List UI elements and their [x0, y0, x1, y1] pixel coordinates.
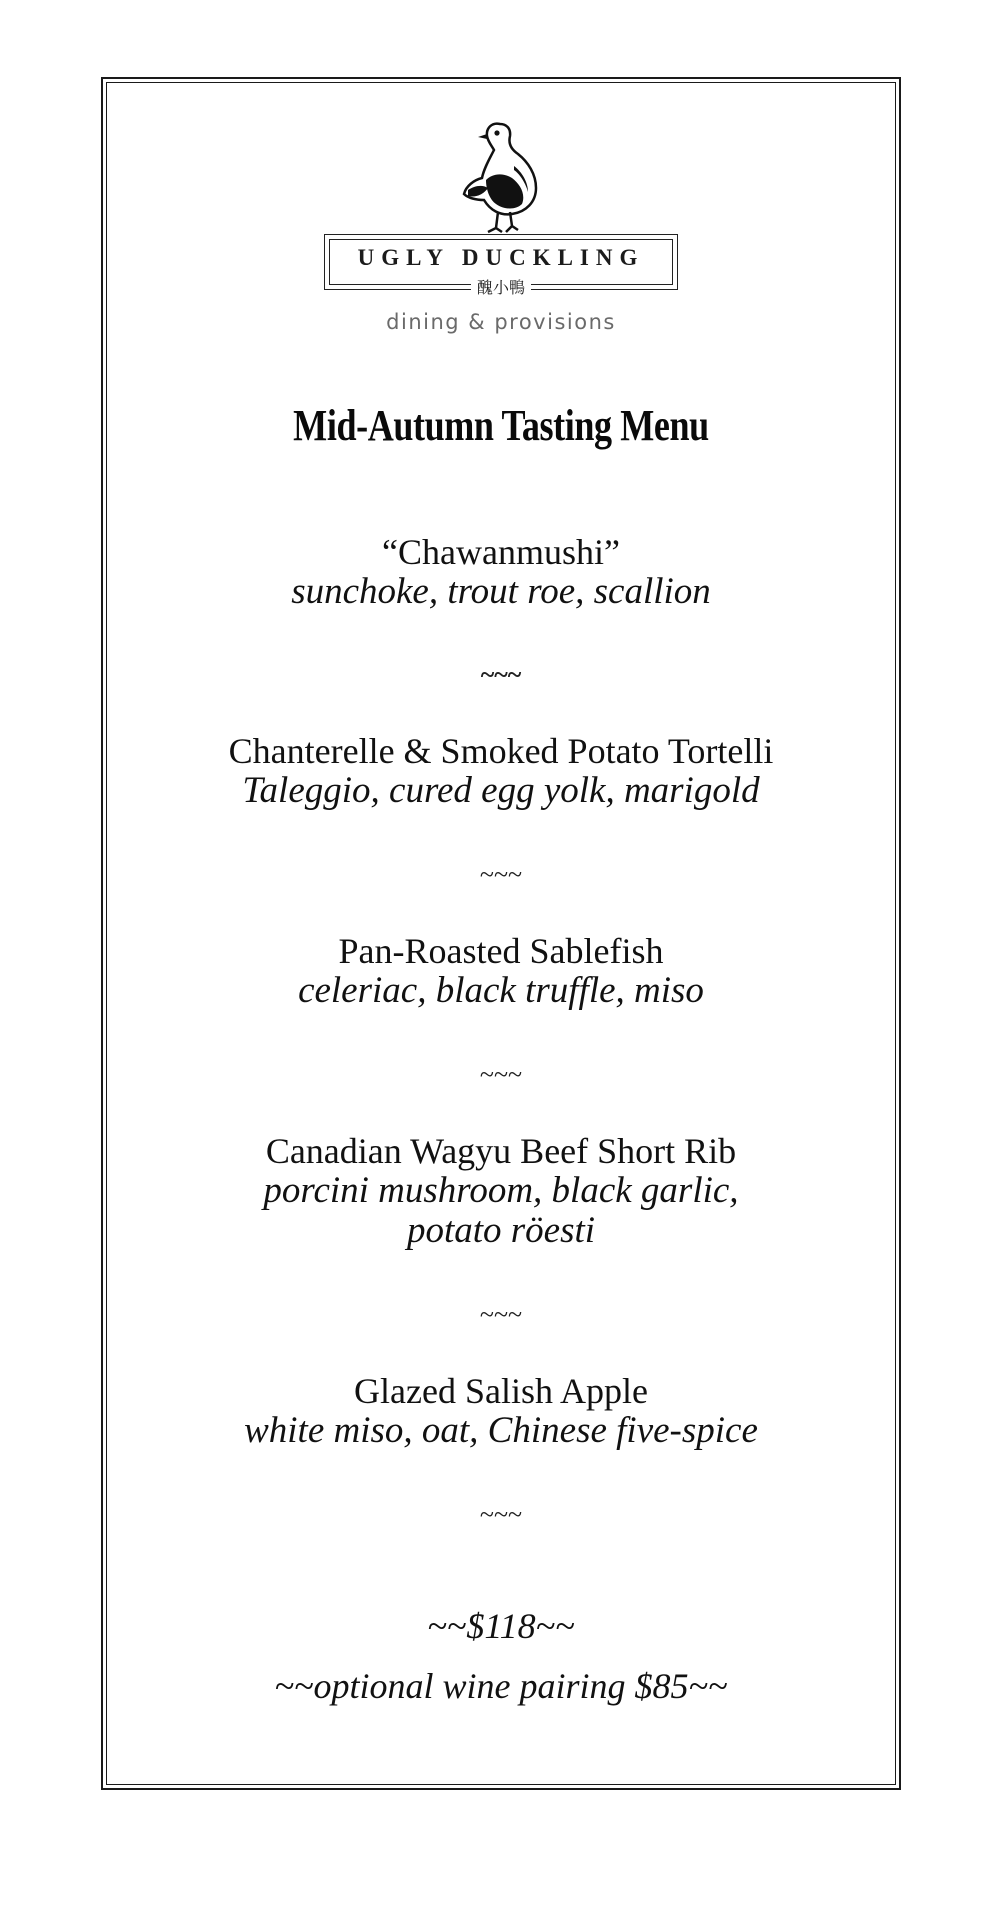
course-separator: ~~~	[479, 1060, 523, 1089]
dish-description: potato röesti	[406, 1210, 596, 1251]
duckling-icon	[456, 118, 546, 236]
dish-description: sunchoke, trout roe, scallion	[291, 571, 711, 612]
dish-name: “Chawanmushi”	[382, 532, 620, 572]
wine-pairing-price: ~~optional wine pairing $85~~	[274, 1666, 728, 1706]
menu-price: ~~$118~~	[427, 1606, 575, 1646]
restaurant-logo	[0, 118, 1002, 334]
course-separator: ~~~	[479, 1500, 523, 1529]
course-separator: ~~~	[479, 860, 523, 889]
dish-description: Taleggio, cured egg yolk, marigold	[242, 770, 760, 811]
course-item	[0, 1371, 1002, 1451]
brand-nameplate	[324, 234, 678, 297]
dish-description: celeriac, black truffle, miso	[298, 970, 704, 1011]
course-item	[0, 931, 1002, 1011]
dish-name: Pan-Roasted Sablefish	[338, 931, 664, 971]
course-separator: ~~~	[479, 1300, 523, 1329]
menu-title: Mid-Autumn Tasting Menu	[293, 401, 709, 450]
brand-tagline: dining & provisions	[386, 310, 616, 334]
course-item	[0, 731, 1002, 811]
course-separator: ~~~	[480, 660, 522, 689]
brand-name-chinese: 醜小鴨	[471, 278, 531, 297]
course-item	[0, 532, 1002, 612]
course-item	[0, 1131, 1002, 1251]
dish-description: white miso, oat, Chinese five-spice	[244, 1410, 758, 1451]
brand-name: UGLY DUCKLING	[357, 245, 645, 270]
dish-description: porcini mushroom, black garlic,	[263, 1170, 739, 1211]
dish-name: Chanterelle & Smoked Potato Tortelli	[228, 731, 774, 771]
dish-name: Glazed Salish Apple	[354, 1371, 648, 1411]
dish-name: Canadian Wagyu Beef Short Rib	[265, 1131, 737, 1171]
